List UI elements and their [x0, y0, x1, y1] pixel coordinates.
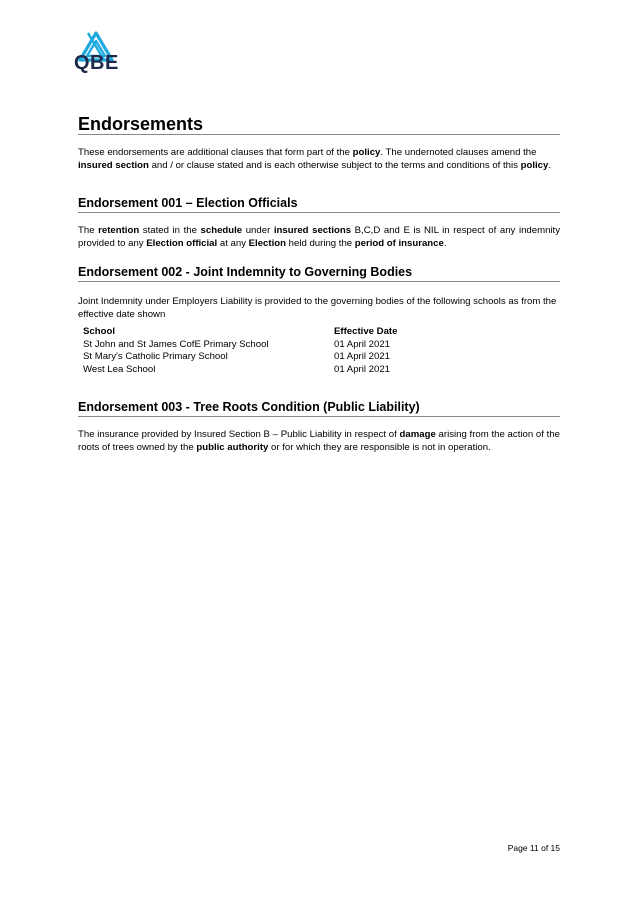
defined-term: policy — [520, 159, 549, 171]
table-row — [80, 339, 397, 352]
text-run: at any — [217, 237, 249, 249]
defined-term: insured sections — [273, 225, 352, 236]
defined-term: Election — [248, 237, 286, 249]
effective-date: 01 April 2021 — [334, 351, 391, 363]
text-run: The insurance provided by Insured Section B – Public Liability in respect of — [78, 429, 400, 440]
defined-term: damage — [399, 429, 436, 440]
text-run: under — [242, 225, 274, 236]
school-name: St John and St James CofE Primary School — [83, 338, 269, 350]
page-number: Page 11 of 15 — [507, 843, 560, 853]
defined-term: policy — [352, 147, 381, 158]
page-title: Endorsements — [78, 114, 204, 134]
table-row — [80, 364, 397, 377]
endorsement-003-rule — [78, 416, 560, 417]
text-run: The — [78, 225, 99, 236]
defined-term: retention — [98, 225, 140, 236]
text-run: stated in the — [139, 225, 201, 236]
table-row — [80, 351, 397, 364]
defined-term: insured section — [78, 159, 149, 171]
text-run: arising from the action of the roots of trees owned by the — [78, 429, 560, 453]
text-run: B,C,D and E is NIL in respect of any indemnity provided to any — [78, 225, 561, 249]
endorsement-003-heading: Endorsement 003 - Tree Roots Condition (Public Liability) — [78, 400, 420, 414]
endorsement-002-body — [78, 296, 560, 322]
table-header-row — [80, 326, 397, 339]
defined-term: Election official — [146, 237, 218, 249]
text-run: and / or clause stated and is each otherwise subject to the terms and conditions of this — [148, 159, 521, 171]
column-header-effective-date: Effective Date — [334, 326, 398, 337]
endorsement-002-heading: Endorsement 002 - Joint Indemnity to Governing Bodies — [78, 265, 413, 279]
effective-date: 01 April 2021 — [334, 338, 391, 350]
endorsement-001-rule — [78, 212, 560, 213]
endorsement-001-heading: Endorsement 001 – Election Officials — [78, 196, 298, 210]
text-run: or for which they are responsible is not in operation. — [268, 441, 491, 453]
intro-paragraph — [78, 147, 560, 173]
title-rule — [78, 134, 560, 135]
school-name: St Mary's Catholic Primary School — [83, 351, 228, 363]
text-run: . — [548, 159, 552, 171]
defined-term: public authority — [196, 441, 269, 453]
endorsement-001-body — [78, 225, 560, 251]
schools-table — [80, 326, 397, 376]
text-run: held during the — [285, 237, 355, 249]
brand-name: QBE — [74, 52, 119, 74]
text-run: . The undernoted clauses amend the — [380, 147, 537, 158]
column-header-school: School — [83, 326, 115, 337]
text-run: These endorsements are additional clauses that form part of the — [78, 147, 353, 158]
defined-term: schedule — [200, 225, 243, 236]
endorsement-002-rule — [78, 281, 560, 282]
text-run: Joint Indemnity under Employers Liability is provided to the governing bodies of the following schools as from the effective date shown — [78, 296, 557, 320]
defined-term: period of insurance — [354, 237, 444, 249]
text-run: . — [443, 237, 447, 249]
endorsement-003-body — [78, 429, 560, 455]
effective-date: 01 April 2021 — [334, 363, 391, 375]
school-name: West Lea School — [83, 363, 156, 375]
